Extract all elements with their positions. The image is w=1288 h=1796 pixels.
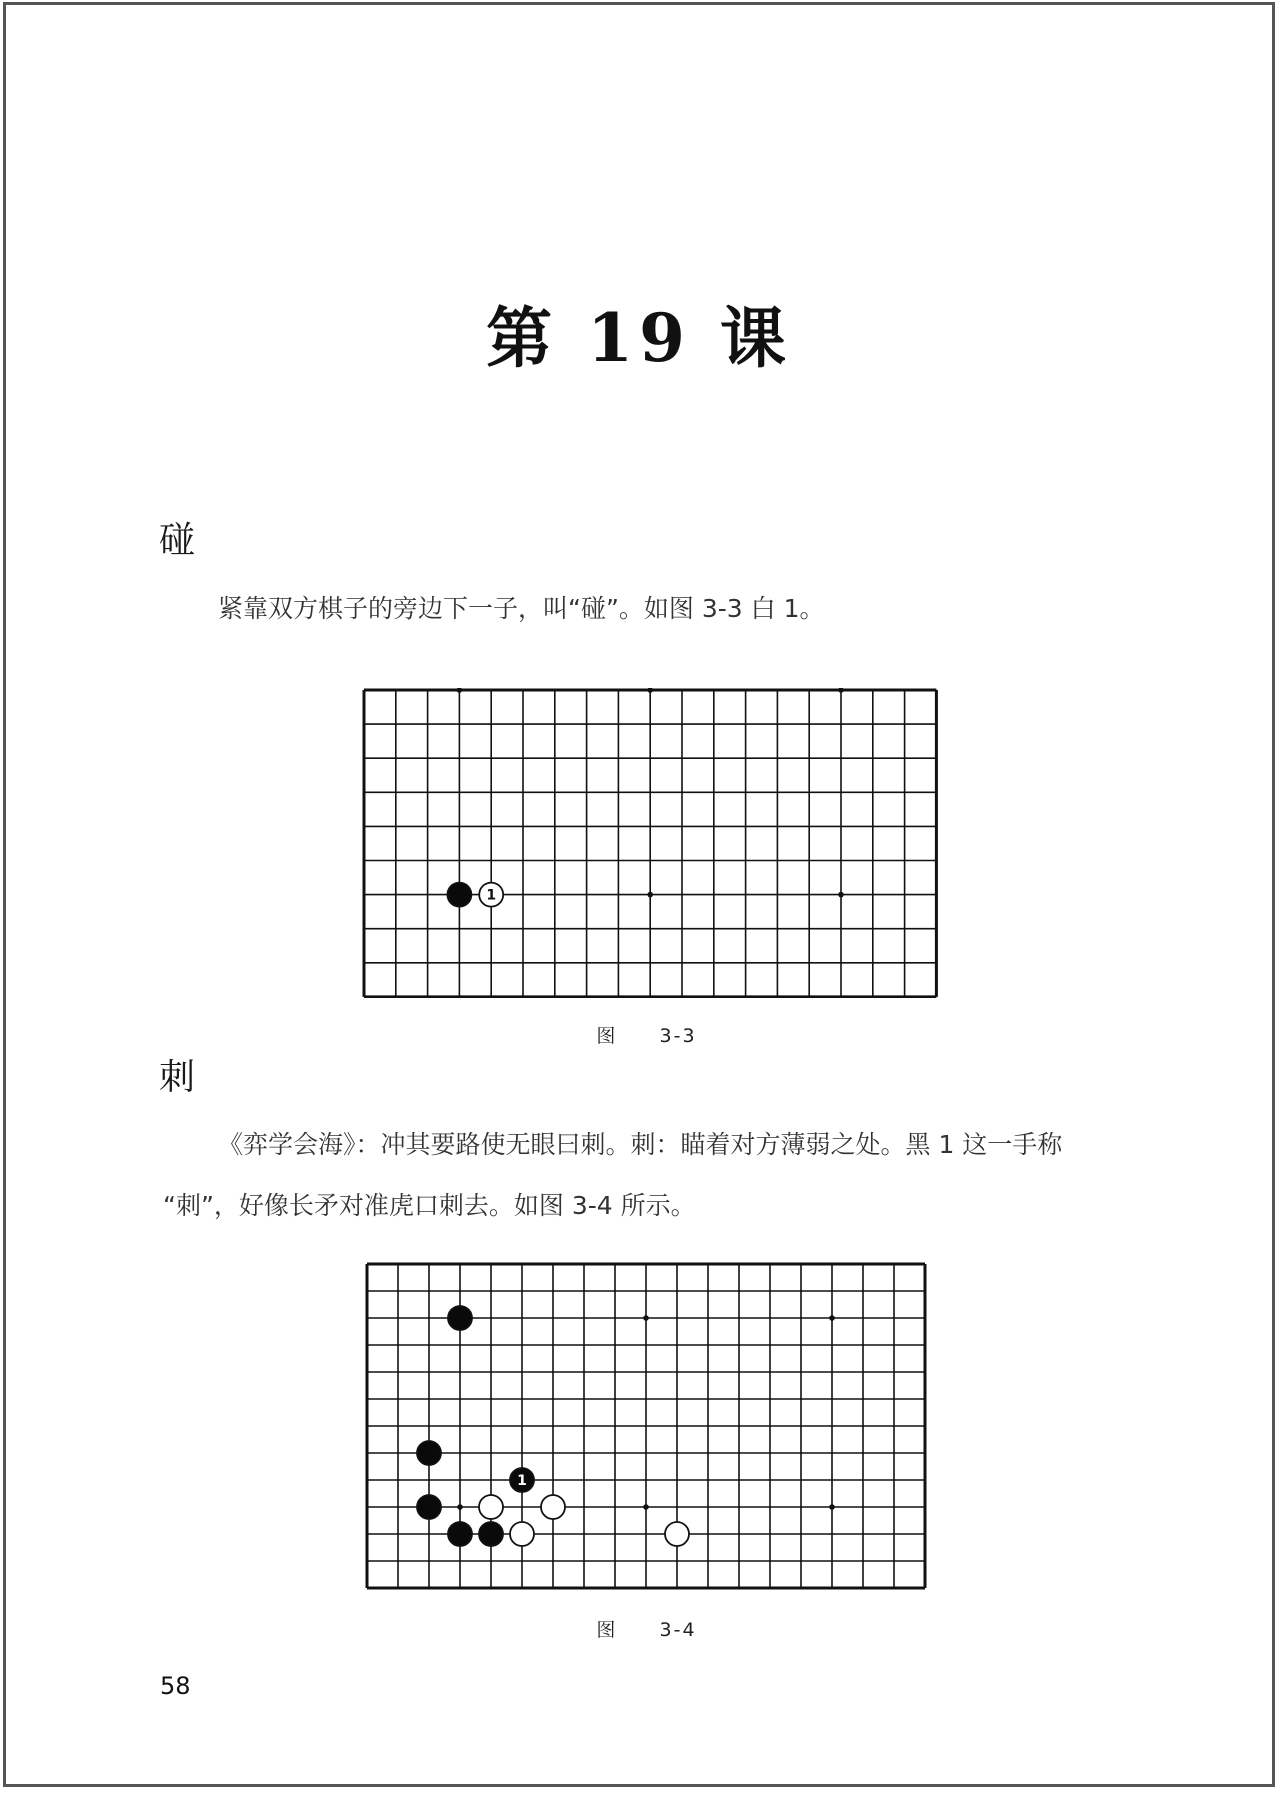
black-stone xyxy=(479,1522,503,1546)
star-point xyxy=(643,1504,649,1510)
section-ci-text-line1: 《弈学会海》：冲其要路使无眼曰刺。刺：瞄着对方薄弱之处。黑 1 这一手称 xyxy=(218,1130,1063,1159)
section-heading-peng: 碰 xyxy=(159,520,196,561)
star-point xyxy=(457,1504,463,1510)
star-point xyxy=(457,688,463,693)
stone-move-number: 1 xyxy=(517,1473,527,1489)
white-stone xyxy=(510,1522,534,1546)
section-ci-text-line2: “刺”，好像长矛对准虎口刺去。如图 3-4 所示。 xyxy=(163,1191,696,1220)
go-board-figure-3-3 xyxy=(362,688,938,998)
black-stone xyxy=(447,883,471,907)
black-stone xyxy=(417,1495,441,1519)
figure-caption-prefix: 图 xyxy=(596,1619,618,1641)
go-board-figure-3-4 xyxy=(364,1261,930,1596)
stone-move-number: 1 xyxy=(486,887,497,904)
black-stone xyxy=(417,1441,441,1465)
star-point xyxy=(829,1504,835,1510)
figure-caption-3-3 xyxy=(6,1021,1287,1048)
white-stone xyxy=(665,1522,689,1546)
star-point xyxy=(647,892,653,898)
star-point xyxy=(838,892,844,898)
white-stone xyxy=(479,1495,503,1519)
section-heading-ci: 刺 xyxy=(159,1057,196,1098)
section-peng-text: 紧靠双方棋子的旁边下一子，叫“碰”。如图 3-3 白 1。 xyxy=(218,594,825,623)
star-point xyxy=(838,688,844,693)
black-stone xyxy=(448,1522,472,1546)
star-point xyxy=(643,1315,649,1321)
book-page xyxy=(3,2,1275,1787)
page-number: 58 xyxy=(160,1672,191,1700)
white-stone xyxy=(541,1495,565,1519)
figure-caption-number: 3-4 xyxy=(659,1619,697,1641)
figure-caption-number: 3-3 xyxy=(659,1025,697,1047)
figure-caption-3-4 xyxy=(6,1615,1287,1642)
star-point xyxy=(647,688,653,693)
lesson-title: 第 19 课 xyxy=(486,299,792,377)
figure-caption-prefix: 图 xyxy=(596,1025,618,1047)
black-stone xyxy=(448,1306,472,1330)
star-point xyxy=(829,1315,835,1321)
